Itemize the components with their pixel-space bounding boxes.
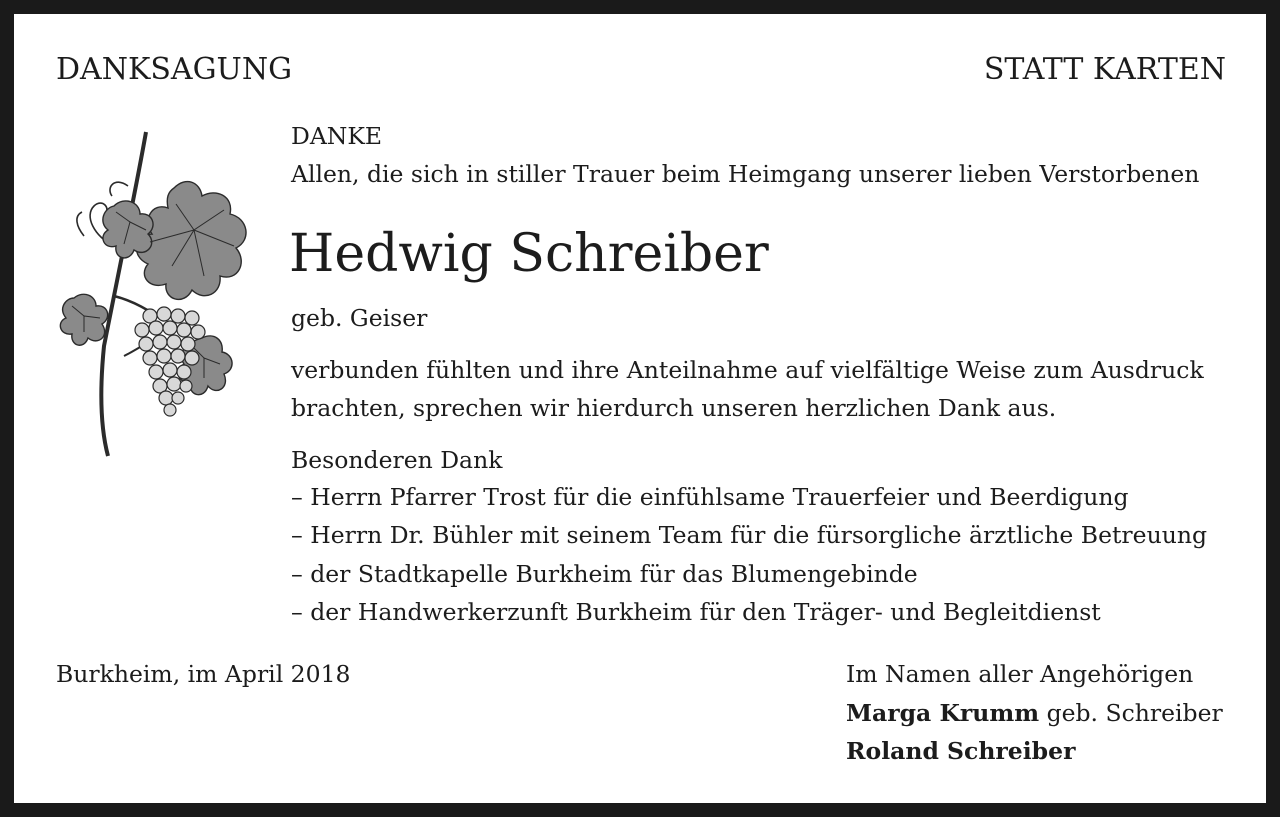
special-thanks-item: – Herrn Dr. Bühler mit seinem Team für die fürsorgliche ärztliche Betreuung bbox=[291, 521, 1208, 549]
header-danksagung: DANKSAGUNG bbox=[56, 52, 293, 87]
signer-1-suffix: geb. Schreiber bbox=[1039, 699, 1223, 727]
intro-line: Allen, die sich in stiller Trauer beim Heimgang unserer lieben Verstorbenen bbox=[291, 160, 1200, 188]
intro-title: DANKE bbox=[291, 122, 383, 150]
signer-1 bbox=[846, 699, 1223, 727]
special-thanks-item: – der Stadtkapelle Burkheim für das Blumengebinde bbox=[291, 560, 918, 588]
header-statt-karten: STATT KARTEN bbox=[983, 52, 1226, 87]
signer-2-name: Roland Schreiber bbox=[846, 737, 1076, 765]
special-thanks-title: Besonderen Dank bbox=[291, 446, 503, 474]
deceased-born: geb. Geiser bbox=[291, 304, 428, 332]
special-thanks-item: – der Handwerkerzunft Burkheim für den Träger- und Begleitdienst bbox=[291, 598, 1101, 626]
behalf-line: Im Namen aller Angehörigen bbox=[846, 660, 1194, 688]
message-line-1: verbunden fühlten und ihre Anteilnahme auf vielfältige Weise zum Ausdruck bbox=[291, 356, 1204, 384]
obituary-card bbox=[14, 14, 1266, 803]
deceased-name: Hedwig Schreiber bbox=[289, 224, 769, 284]
special-thanks-item: – Herrn Pfarrer Trost für die einfühlsame Trauerfeier und Beerdigung bbox=[291, 483, 1129, 511]
signer-1-name: Marga Krumm bbox=[846, 699, 1040, 727]
message-line-2: brachten, sprechen wir hierdurch unseren herzlichen Dank aus. bbox=[291, 394, 1057, 422]
place-date: Burkheim, im April 2018 bbox=[56, 660, 351, 688]
grapevine-icon bbox=[54, 126, 254, 462]
